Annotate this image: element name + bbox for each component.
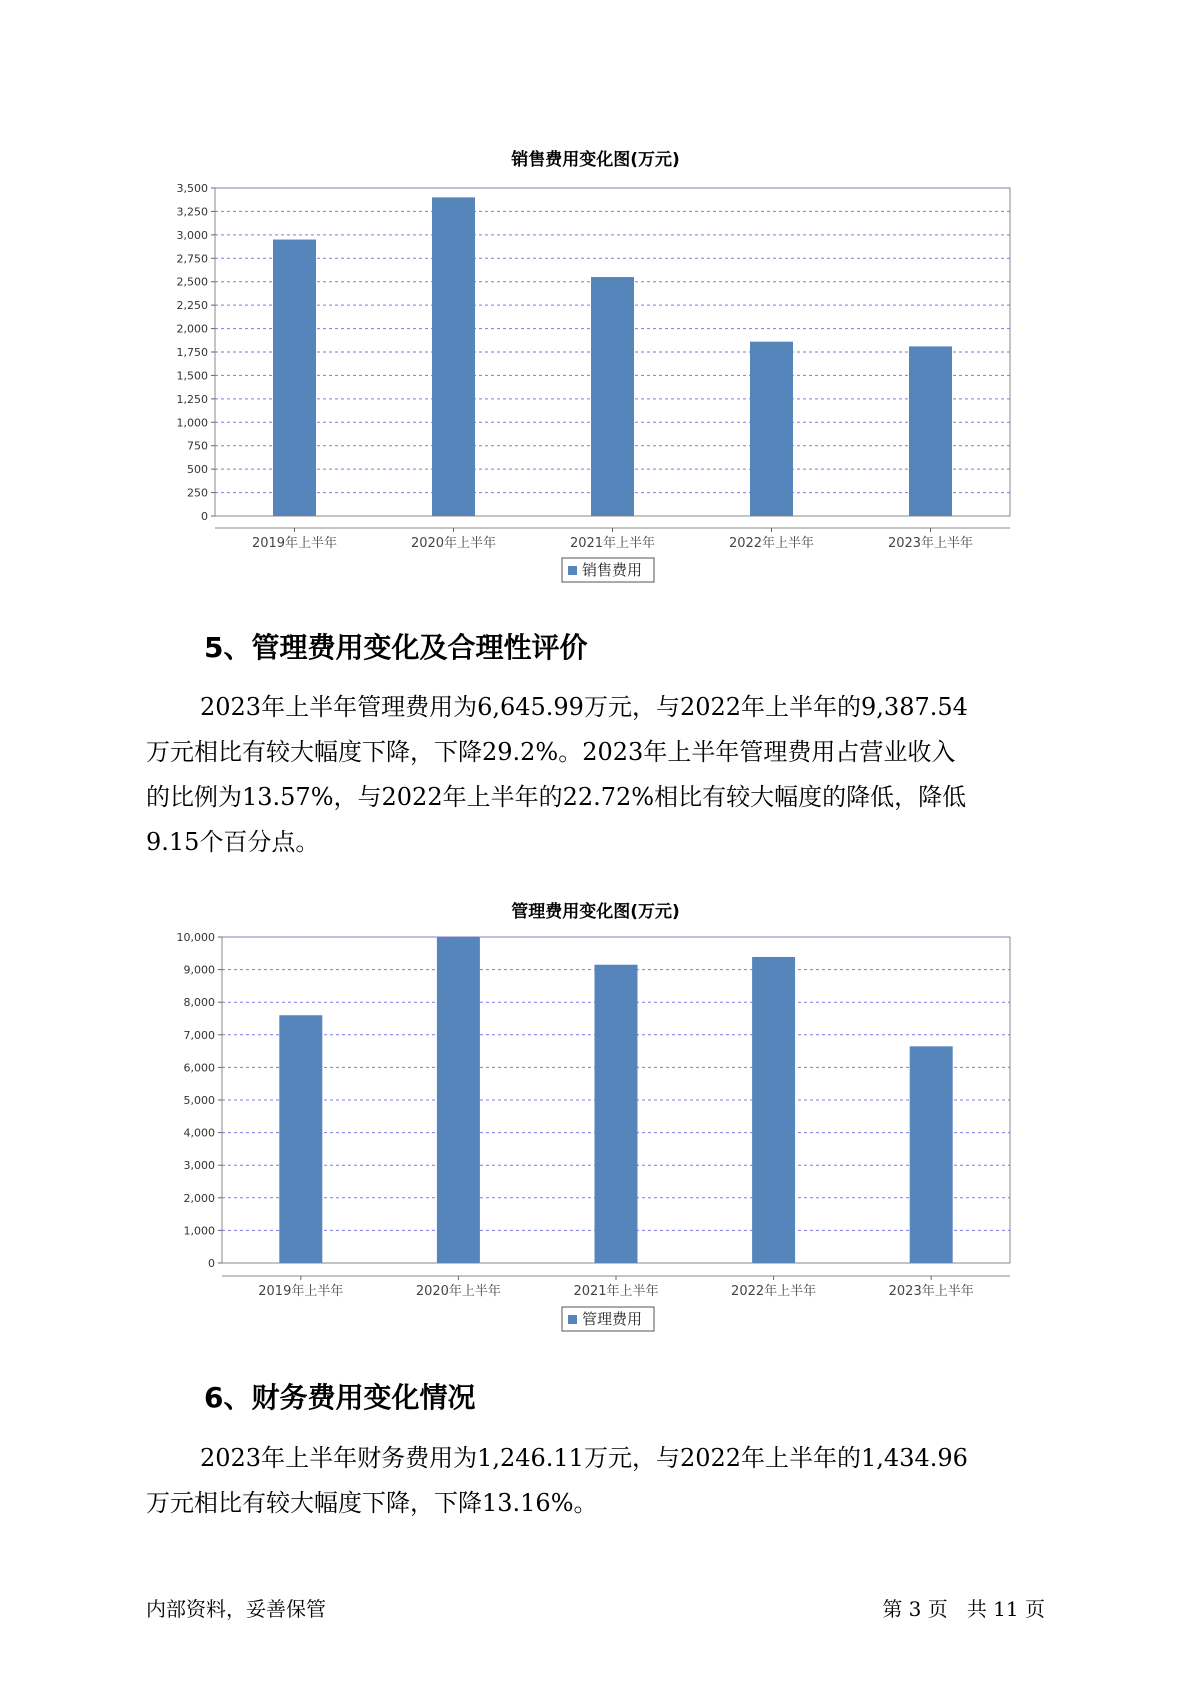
legend-swatch xyxy=(568,566,577,575)
admin-expense-chart xyxy=(0,925,1191,1345)
legend-swatch xyxy=(568,1315,577,1324)
y-tick-label: 1,500 xyxy=(176,369,208,383)
x-tick-label: 2020年上半年 xyxy=(415,1284,501,1299)
y-tick-label: 1,000 xyxy=(176,416,208,430)
sales-expense-chart xyxy=(0,170,1191,620)
y-tick-label: 3,000 xyxy=(176,228,208,242)
paragraph-line: 9.15个百分点。 xyxy=(146,828,320,856)
section-6-paragraph xyxy=(146,1436,1046,1526)
y-tick-label: 2,500 xyxy=(176,275,208,289)
y-tick-label: 3,500 xyxy=(176,182,208,195)
bar xyxy=(273,240,316,516)
y-tick-label: 2,000 xyxy=(183,1191,215,1205)
paragraph-line: 万元相比有较大幅度下降，下降29.2%。2023年上半年管理费用占营业收入 xyxy=(146,738,956,766)
y-tick-label: 8,000 xyxy=(183,996,215,1010)
x-tick-label: 2021年上半年 xyxy=(573,1284,659,1299)
x-tick-label: 2023年上半年 xyxy=(888,1284,974,1299)
y-tick-label: 1,250 xyxy=(176,392,208,406)
paragraph-line: 的比例为13.57%，与2022年上半年的22.72%相比有较大幅度的降低，降低 xyxy=(146,783,967,811)
footer-page-number: 第 3 页 共 11 页 xyxy=(882,1597,1045,1621)
x-tick-label: 2023年上半年 xyxy=(887,536,974,551)
y-tick-label: 2,000 xyxy=(176,322,208,336)
y-tick-label: 0 xyxy=(208,1257,215,1270)
section-heading-5: 5、管理费用变化及合理性评价 xyxy=(204,631,588,664)
y-tick-label: 500 xyxy=(187,463,208,477)
y-tick-label: 2,750 xyxy=(176,252,208,266)
bar xyxy=(432,197,475,516)
x-tick-label: 2019年上半年 xyxy=(258,1284,344,1299)
y-tick-label: 250 xyxy=(187,486,208,500)
y-tick-label: 4,000 xyxy=(183,1126,215,1140)
bar xyxy=(910,1046,953,1263)
x-tick-label: 2022年上半年 xyxy=(728,536,815,551)
x-tick-label: 2021年上半年 xyxy=(569,536,656,551)
bar xyxy=(591,277,634,516)
bar xyxy=(437,937,480,1263)
section-5-paragraph xyxy=(146,685,1046,865)
chart-title-sales: 销售费用变化图(万元) xyxy=(511,150,680,170)
paragraph-line: 2023年上半年财务费用为1,246.11万元，与2022年上半年的1,434.96 xyxy=(200,1444,968,1472)
bar xyxy=(909,346,952,516)
y-tick-label: 6,000 xyxy=(183,1061,215,1075)
x-tick-label: 2019年上半年 xyxy=(251,536,338,551)
y-tick-label: 750 xyxy=(187,439,208,453)
x-tick-label: 2020年上半年 xyxy=(410,536,497,551)
paragraph-line: 万元相比有较大幅度下降，下降13.16%。 xyxy=(146,1489,598,1517)
y-tick-label: 0 xyxy=(201,510,208,523)
bar xyxy=(595,965,638,1263)
legend-label: 管理费用 xyxy=(582,1310,643,1328)
section-heading-6: 6、财务费用变化情况 xyxy=(204,1381,476,1414)
y-tick-label: 3,000 xyxy=(183,1159,215,1173)
bar xyxy=(750,342,793,516)
y-tick-label: 3,250 xyxy=(176,205,208,219)
y-tick-label: 7,000 xyxy=(183,1028,215,1042)
y-tick-label: 5,000 xyxy=(183,1094,215,1107)
legend-label: 销售费用 xyxy=(582,561,643,579)
y-tick-label: 1,750 xyxy=(176,346,208,359)
y-tick-label: 1,000 xyxy=(183,1224,215,1238)
footer-left: 内部资料，妥善保管 xyxy=(146,1597,326,1621)
chart-title-admin: 管理费用变化图(万元) xyxy=(511,902,680,922)
y-tick-label: 10,000 xyxy=(176,931,215,944)
y-tick-label: 2,250 xyxy=(176,299,208,313)
y-tick-label: 9,000 xyxy=(183,963,215,977)
bar xyxy=(279,1015,322,1263)
x-tick-label: 2022年上半年 xyxy=(731,1284,817,1299)
bar xyxy=(752,957,795,1263)
paragraph-line: 2023年上半年管理费用为6,645.99万元，与2022年上半年的9,387.54 xyxy=(200,693,968,721)
